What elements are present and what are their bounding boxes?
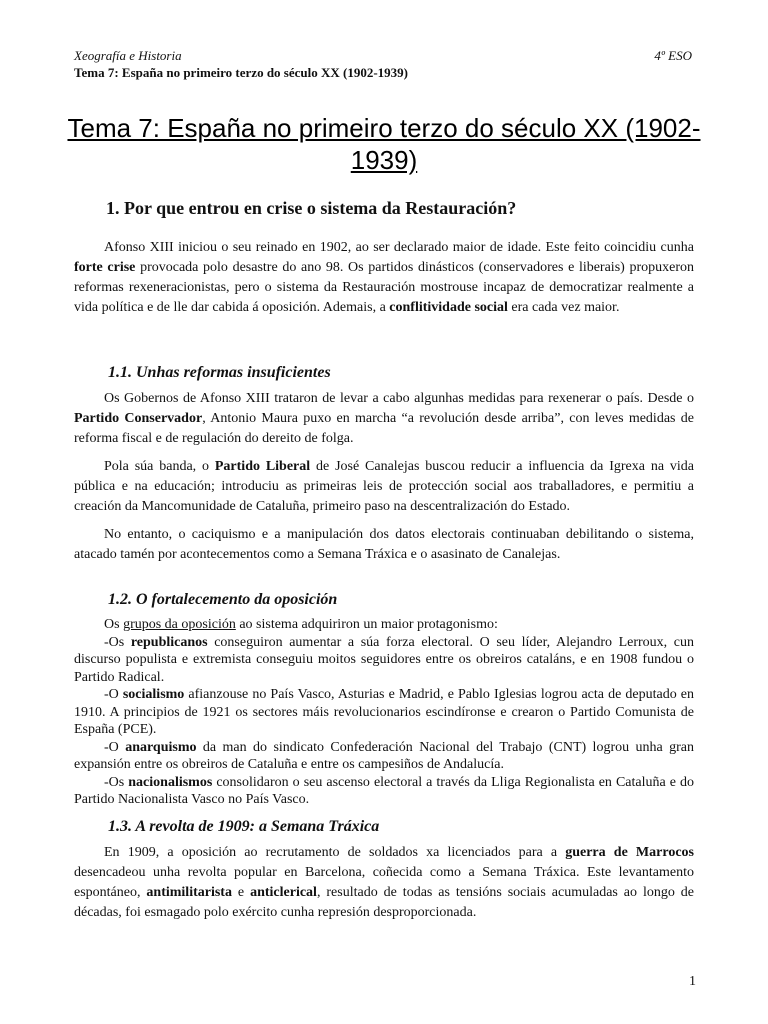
header-tema: Tema 7: España no primeiro terzo do século XX (1902-1939) [74, 65, 409, 80]
header-subject: Xeografía e Historia [74, 48, 182, 63]
list-item: -O socialismo afianzouse no País Vasco, Asturias e Madrid, e Pablo Iglesias logrou acta de deputado en 1910. A principios de 1921 os sectores máis revolucionarios escindíronse e crearon o Partido Comunista de España (PCE). [74, 687, 694, 737]
section-1-1-paragraph-1: Os Gobernos de Afonso XIII trataron de levar a cabo algunhas medidas para rexenerar o país. Desde o Partido Conservador, Antonio Maura puxo en marcha “a revolución desde arriba”, con leves medidas de reforma fiscal e de regulación do dereito de folga. [74, 391, 694, 446]
section-1-1-paragraph-2: Pola súa banda, o Partido Liberal de José Canalejas buscou reducir a influencia da Igrexa na vida pública e na educación; introduciu as primeiras leis de protección social aos traballadores, e permitiu a creación da Mancomunidade de Cataluña, primeiro paso na descentralización do Estado. [74, 459, 694, 514]
section-1-1-paragraph-3: No entanto, o caciquismo e a manipulación dos datos electorais continuaban debilitando o sistema, atacado tamén por acontecementos como a Semana Tráxica e o asasinato de Canalejas. [74, 527, 694, 562]
list-item: -Os nacionalismos consolidaron o seu ascenso electoral a través da Lliga Regionalista en Cataluña e do Partido Nacionalista Vasco no País Vasco. [74, 774, 694, 807]
list-item: -O anarquismo da man do sindicato Confederación Nacional del Trabajo (CNT) logrou unha gran expansión entre os obreiros de Cataluña e entre os campesiños de Andalucía. [74, 739, 695, 772]
section-1-2-intro: Os grupos da oposición ao sistema adquiriron un maior protagonismo: [104, 617, 498, 632]
section-1-heading: 1. Por que entrou en crise o sistema da Restauración? [106, 198, 517, 218]
section-1-3-heading: 1.3. A revolta de 1909: a Semana Tráxica [108, 818, 380, 835]
running-header [74, 48, 692, 64]
section-1-3-paragraph: En 1909, a oposición ao recrutamento de soldados xa licenciados para a guerra de Marrocos desencadeou unha revolta popular en Barcelona, coñecida como a Semana Tráxica. Este levantamento espontáneo, antimilitarista e anticlerical, resultado de todas as tensións sociais acumuladas ao longo de décadas, foi esmagado polo exército cunha represión desproporcionada. [74, 845, 695, 920]
section-1-2-list [74, 616, 694, 809]
section-1-2-heading: 1.2. O fortalecemento da oposición [108, 591, 338, 608]
section-1-1-heading: 1.1. Unhas reformas insuficientes [108, 364, 331, 381]
section-1-paragraph: Afonso XIII iniciou o seu reinado en 1902, ao ser declarado maior de idade. Este feito coincidiu cunha forte crise provocada polo desastre do ano 98. Os partidos dinásticos (conservadores e liberais) propuxeron reformas rexeneracionistas, pero o sistema da Restauración mostrouse incapaz de democratizar realmente a vida política e de lle dar cabida á oposición. Ademais, a conflitividade social era cada vez maior. [74, 240, 695, 315]
header-level: 4º ESO [654, 48, 692, 63]
page-number: 1 [689, 974, 696, 989]
page-title: Tema 7: España no primeiro terzo do século XX (1902-1939) [67, 113, 701, 175]
list-item: -Os republicanos conseguiron aumentar a súa forza electoral. O seu líder, Alejandro Lerroux, cun discurso populista e extremista conseguiu moitos seguidores entre os obreiros cataláns, e en 1908 fundou o Partido Radical. [74, 634, 694, 685]
